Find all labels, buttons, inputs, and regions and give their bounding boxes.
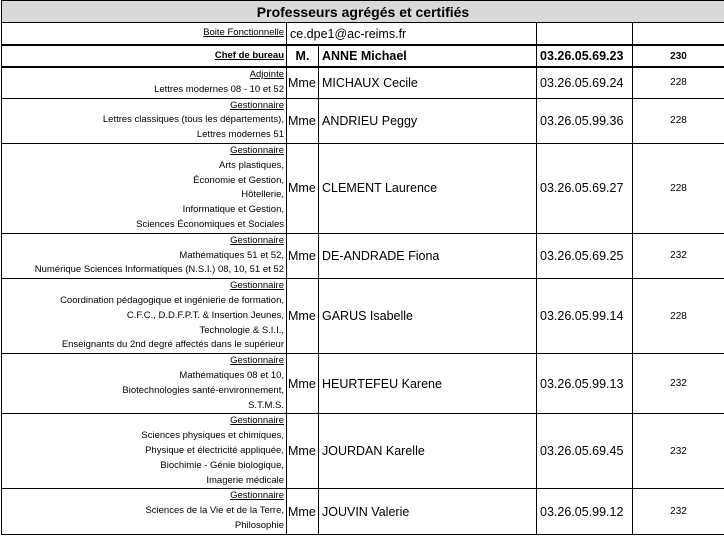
subject-line: S.T.M.S. — [248, 399, 284, 411]
phone-number: 03.26.05.69.25 — [537, 233, 633, 278]
role-label: Gestionnaire — [230, 99, 284, 111]
role-label: Gestionnaire — [230, 415, 284, 427]
subject-line: Informatique et Gestion, — [182, 204, 284, 216]
staff-name: GARUS Isabelle — [319, 279, 537, 354]
office-number: 228 — [633, 67, 724, 98]
empty-cell — [537, 23, 633, 46]
staff-name: MICHAUX Cecile — [319, 67, 537, 98]
subject-line: Sciences Économiques et Sociales — [136, 218, 284, 230]
staff-name: CLEMENT Laurence — [319, 143, 537, 233]
staff-name: JOUVIN Valerie — [319, 489, 537, 534]
role-cell — [2, 98, 287, 143]
staff-directory-table — [1, 0, 724, 535]
empty-cell — [633, 23, 724, 46]
phone-number: 03.26.05.99.13 — [537, 354, 633, 414]
staff-name: HEURTEFEU Karene — [319, 354, 537, 414]
role-cell — [2, 143, 287, 233]
subject-line: Économie et Gestion, — [193, 174, 284, 186]
table-row — [2, 414, 724, 489]
subject-line: Numérique Sciences Informatiques (N.S.I.) 08, 10, 51 et 52 — [34, 264, 284, 276]
functional-mailbox-row — [2, 23, 724, 46]
chef-role-cell — [2, 45, 287, 67]
subject-line: Philosophie — [234, 519, 284, 531]
subject-line: Coordination pédagogique et ingénierie de formation, — [60, 294, 284, 306]
phone-number: 03.26.05.69.24 — [537, 67, 633, 98]
phone-number: 03.26.05.99.36 — [537, 98, 633, 143]
subject-line: Lettres classiques (tous les départements), — [102, 114, 284, 126]
table-row — [2, 489, 724, 534]
subject-line: C.F.C., D.D.F.P.T. & Insertion Jeunes, — [126, 309, 284, 321]
civility: Mme — [287, 67, 319, 98]
staff-name: ANDRIEU Peggy — [319, 98, 537, 143]
office-number: 232 — [633, 414, 724, 489]
chef-row — [2, 45, 724, 67]
role-cell — [2, 414, 287, 489]
role-label: Gestionnaire — [230, 234, 284, 246]
chef-phone: 03.26.05.69.23 — [537, 45, 633, 67]
title-row — [2, 1, 724, 23]
phone-number: 03.26.05.69.27 — [537, 143, 633, 233]
subject-line: Technologie & S.I.I., — [199, 324, 284, 336]
role-cell — [2, 279, 287, 354]
table-row — [2, 233, 724, 278]
role-label: Gestionnaire — [230, 490, 284, 502]
civility: Mme — [287, 98, 319, 143]
phone-number: 03.26.05.99.12 — [537, 489, 633, 534]
subject-line: Biochimie - Génie biologique, — [160, 459, 284, 471]
phone-number: 03.26.05.99.14 — [537, 279, 633, 354]
table-row — [2, 279, 724, 354]
functional-mailbox-label-cell — [2, 23, 287, 46]
staff-name: JOURDAN Karelle — [319, 414, 537, 489]
civility: Mme — [287, 143, 319, 233]
subject-line: Mathématiques 08 et 10, — [179, 369, 284, 381]
table-row — [2, 67, 724, 98]
role-label: Gestionnaire — [230, 280, 284, 292]
office-number: 228 — [633, 143, 724, 233]
chef-civility: M. — [287, 45, 319, 67]
civility: Mme — [287, 489, 319, 534]
subject-line: Lettres modernes 08 - 10 et 52 — [154, 83, 284, 95]
office-number: 232 — [633, 354, 724, 414]
role-cell — [2, 354, 287, 414]
phone-number: 03.26.05.69.45 — [537, 414, 633, 489]
subject-line: Lettres modernes 51 — [196, 129, 284, 141]
subject-line: Physique et électricité appliquée, — [145, 444, 284, 456]
subject-line: Mathématiques 51 et 52, — [179, 249, 284, 261]
functional-mailbox-email: ce.dpe1@ac-reims.fr — [287, 23, 537, 46]
table-row — [2, 143, 724, 233]
table-title: Professeurs agrégés et certifiés — [2, 1, 724, 23]
role-cell — [2, 489, 287, 534]
subject-line: Biotechnologies santé-environnement, — [122, 384, 284, 396]
office-number: 228 — [633, 279, 724, 354]
functional-mailbox-label: Boite Fonctionnelle — [203, 27, 284, 39]
table-row — [2, 354, 724, 414]
role-label: Gestionnaire — [230, 144, 284, 156]
office-number: 228 — [633, 98, 724, 143]
subject-line: Arts plastiques, — [219, 159, 284, 171]
role-label: Gestionnaire — [230, 355, 284, 367]
subject-line: Hôtellerie, — [241, 189, 284, 201]
subject-line: Enseignants du 2nd degré affectés dans le supérieur — [61, 339, 284, 351]
subject-line: Sciences de la Vie et de la Terre, — [145, 505, 284, 517]
office-number: 232 — [633, 489, 724, 534]
civility: Mme — [287, 354, 319, 414]
staff-name: DE-ANDRADE Fiona — [319, 233, 537, 278]
chef-role-label: Chef de bureau — [214, 49, 284, 61]
table-row — [2, 98, 724, 143]
chef-office: 230 — [633, 45, 724, 67]
chef-name: ANNE Michael — [319, 45, 537, 67]
civility: Mme — [287, 233, 319, 278]
role-label: Adjointe — [249, 69, 284, 80]
subject-line: Sciences physiques et chimiques, — [141, 430, 284, 442]
role-cell — [2, 233, 287, 278]
civility: Mme — [287, 279, 319, 354]
civility: Mme — [287, 414, 319, 489]
subject-line: Imagerie médicale — [206, 474, 284, 486]
office-number: 232 — [633, 233, 724, 278]
role-cell — [2, 67, 287, 98]
